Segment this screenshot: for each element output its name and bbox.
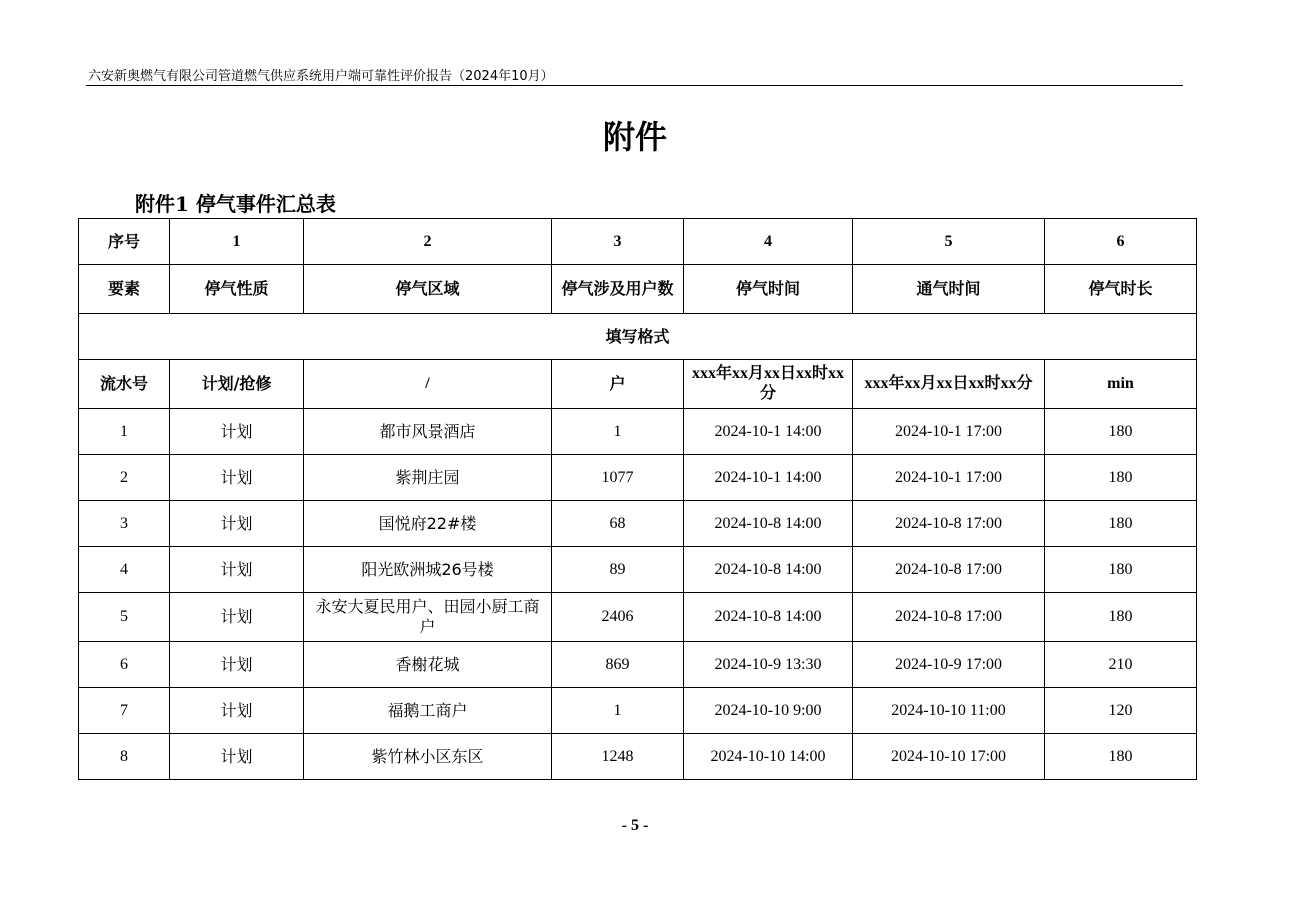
table-cell-start: 2024-10-1 14:00 bbox=[684, 409, 853, 455]
format-title-row bbox=[79, 314, 1197, 360]
table-cell-area: 香榭花城 bbox=[304, 642, 552, 688]
element-header-cell: 停气性质 bbox=[170, 265, 304, 314]
table-cell-end: 2024-10-10 11:00 bbox=[853, 688, 1045, 734]
table-cell-area: 福鹅工商户 bbox=[304, 688, 552, 734]
table-cell-duration: 180 bbox=[1045, 547, 1197, 593]
table-cell-type: 计划 bbox=[170, 593, 304, 642]
table-cell-type: 计划 bbox=[170, 455, 304, 501]
table-row bbox=[79, 409, 1197, 455]
table-cell-no: 7 bbox=[79, 688, 170, 734]
table-cell-start: 2024-10-10 14:00 bbox=[684, 734, 853, 780]
format-title-cell: 填写格式 bbox=[79, 314, 1197, 360]
table-cell-users: 1 bbox=[552, 409, 684, 455]
table-cell-no: 5 bbox=[79, 593, 170, 642]
table-row bbox=[79, 734, 1197, 780]
format-cell: 计划/抢修 bbox=[170, 360, 304, 409]
page-number: - 5 - bbox=[621, 817, 649, 834]
table-cell-end: 2024-10-10 17:00 bbox=[853, 734, 1045, 780]
table-cell-start: 2024-10-8 14:00 bbox=[684, 501, 853, 547]
table-cell-type: 计划 bbox=[170, 642, 304, 688]
format-cell: xxx年xx月xx日xx时xx分 bbox=[853, 360, 1045, 409]
table-cell-end: 2024-10-1 17:00 bbox=[853, 409, 1045, 455]
table-cell-end: 2024-10-8 17:00 bbox=[853, 501, 1045, 547]
table-cell-type: 计划 bbox=[170, 688, 304, 734]
table-row bbox=[79, 688, 1197, 734]
element-header-cell: 停气涉及用户数 bbox=[552, 265, 684, 314]
table-cell-no: 4 bbox=[79, 547, 170, 593]
table-cell-area: 紫竹林小区东区 bbox=[304, 734, 552, 780]
table-cell-area: 都市风景酒店 bbox=[304, 409, 552, 455]
table-cell-type: 计划 bbox=[170, 409, 304, 455]
format-row bbox=[79, 360, 1197, 409]
table-cell-end: 2024-10-8 17:00 bbox=[853, 547, 1045, 593]
table-cell-users: 1077 bbox=[552, 455, 684, 501]
table-cell-duration: 180 bbox=[1045, 409, 1197, 455]
table-cell-start: 2024-10-10 9:00 bbox=[684, 688, 853, 734]
table-row bbox=[79, 455, 1197, 501]
table-cell-area: 阳光欧洲城26号楼 bbox=[304, 547, 552, 593]
table-cell-end: 2024-10-1 17:00 bbox=[853, 455, 1045, 501]
table-cell-users: 1248 bbox=[552, 734, 684, 780]
table-cell-users: 89 bbox=[552, 547, 684, 593]
table-cell-users: 2406 bbox=[552, 593, 684, 642]
index-header-cell: 序号 bbox=[79, 219, 170, 265]
table-cell-end: 2024-10-8 17:00 bbox=[853, 593, 1045, 642]
table-cell-duration: 180 bbox=[1045, 593, 1197, 642]
table-cell-no: 6 bbox=[79, 642, 170, 688]
table-cell-users: 1 bbox=[552, 688, 684, 734]
element-header-cell: 停气时间 bbox=[684, 265, 853, 314]
table-cell-end: 2024-10-9 17:00 bbox=[853, 642, 1045, 688]
outage-summary-table bbox=[78, 218, 1197, 780]
table-cell-no: 8 bbox=[79, 734, 170, 780]
element-header-cell: 停气区域 bbox=[304, 265, 552, 314]
element-header-cell: 停气时长 bbox=[1045, 265, 1197, 314]
index-row bbox=[79, 219, 1197, 265]
index-header-cell: 3 bbox=[552, 219, 684, 265]
page-title: 附件 bbox=[602, 118, 667, 156]
header-divider bbox=[86, 85, 1183, 86]
table-cell-type: 计划 bbox=[170, 734, 304, 780]
element-header-cell: 要素 bbox=[79, 265, 170, 314]
report-header: 六安新奥燃气有限公司管道燃气供应系统用户端可靠性评价报告（2024年10月） bbox=[88, 69, 554, 84]
table-cell-area: 国悦府22#楼 bbox=[304, 501, 552, 547]
section-title: 附件1 停气事件汇总表 bbox=[135, 192, 336, 216]
table-cell-no: 3 bbox=[79, 501, 170, 547]
index-header-cell: 1 bbox=[170, 219, 304, 265]
format-cell: 户 bbox=[552, 360, 684, 409]
table-cell-no: 2 bbox=[79, 455, 170, 501]
table-cell-area: 紫荆庄园 bbox=[304, 455, 552, 501]
index-header-cell: 6 bbox=[1045, 219, 1197, 265]
table-cell-start: 2024-10-1 14:00 bbox=[684, 455, 853, 501]
table-cell-area: 永安大夏民用户、田园小厨工商户 bbox=[304, 593, 552, 642]
table-cell-start: 2024-10-8 14:00 bbox=[684, 547, 853, 593]
element-row bbox=[79, 265, 1197, 314]
table-cell-type: 计划 bbox=[170, 501, 304, 547]
table-row bbox=[79, 501, 1197, 547]
table-cell-start: 2024-10-8 14:00 bbox=[684, 593, 853, 642]
table-row bbox=[79, 547, 1197, 593]
format-cell: 流水号 bbox=[79, 360, 170, 409]
format-cell: / bbox=[304, 360, 552, 409]
index-header-cell: 5 bbox=[853, 219, 1045, 265]
table-cell-users: 869 bbox=[552, 642, 684, 688]
format-cell: min bbox=[1045, 360, 1197, 409]
index-header-cell: 2 bbox=[304, 219, 552, 265]
table-cell-no: 1 bbox=[79, 409, 170, 455]
table-cell-duration: 180 bbox=[1045, 734, 1197, 780]
table-cell-type: 计划 bbox=[170, 547, 304, 593]
table-row bbox=[79, 593, 1197, 642]
table-cell-duration: 210 bbox=[1045, 642, 1197, 688]
table-cell-duration: 120 bbox=[1045, 688, 1197, 734]
table-row bbox=[79, 642, 1197, 688]
format-cell: xxx年xx月xx日xx时xx分 bbox=[684, 360, 853, 409]
element-header-cell: 通气时间 bbox=[853, 265, 1045, 314]
table-cell-duration: 180 bbox=[1045, 501, 1197, 547]
table-cell-start: 2024-10-9 13:30 bbox=[684, 642, 853, 688]
table-cell-users: 68 bbox=[552, 501, 684, 547]
index-header-cell: 4 bbox=[684, 219, 853, 265]
table-cell-duration: 180 bbox=[1045, 455, 1197, 501]
